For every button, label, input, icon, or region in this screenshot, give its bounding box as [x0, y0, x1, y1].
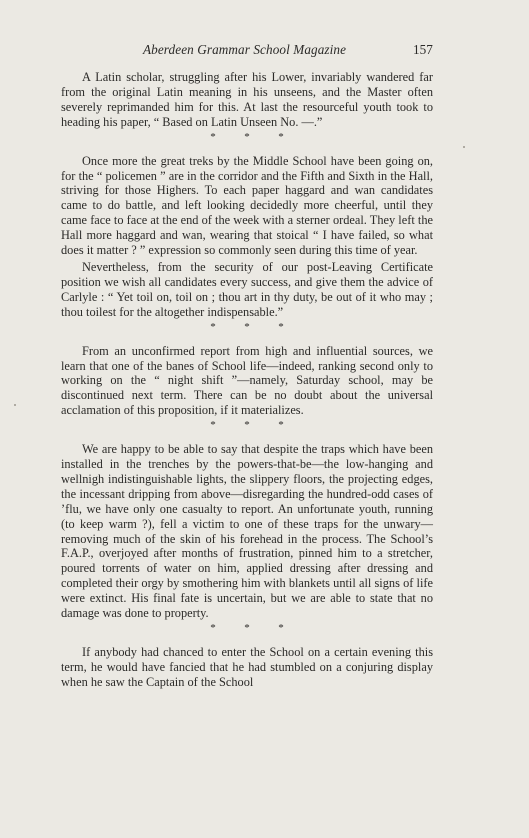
asterisk: * [210, 622, 216, 634]
asterisk: * [210, 419, 216, 432]
section-separator [61, 621, 433, 636]
asterisk: * [244, 622, 250, 634]
paper-speck [14, 404, 16, 406]
paragraph-trenches-casualty: We are happy to be able to say that despite the traps which have been installed in the trenches by the powers-that-be—the low-hanging and wellnigh indistinguishable lights, the slippery floors, the projecting edges, the incessant dripping from above—disregarding the hundred-odd cases of ’flu, we have only one casualty to report. An unfortunate youth, running (to keep warm ?), fell a victim to one of these traps for the unwary—removing much of the skin of his forehead in the process. The School’s F.A.P., overjoyed after months of frustration, pinned him to a stretcher, poured torrents of water on him, applied dressing after dressing and completed their orgy by smothering him with blankets until all signs of life were extinct. His final fate is uncertain, but we are able to state that no damage was done to property. [61, 442, 433, 621]
page-number: 157 [413, 42, 433, 57]
asterisk: * [244, 419, 250, 432]
paragraph-carlyle-advice: Nevertheless, from the security of our post-Leaving Certificate position we wish all candidates every success, and give them the advice of Carlyle : “ Yet toil on, toil on ; thou art in thy duty, be out of it who may ; thou toilest for the altogether indispensable.” [61, 259, 433, 319]
running-head: Aberdeen Grammar School Magazine [143, 42, 347, 57]
asterisk: * [278, 320, 284, 333]
paragraph-latin-scholar: A Latin scholar, struggling after his Lower, invariably wandered far from the original Latin meaning in his unseens, and the Master often severely reprimanded him for this. At last the resourceful youth took to heading his paper, “ Based on Latin Unseen No. —.” [61, 70, 433, 129]
asterisk: * [278, 130, 284, 143]
asterisk: * [244, 320, 250, 333]
section-separator [61, 320, 433, 335]
paragraph-middle-school-treks: Once more the great treks by the Middle School have been going on, for the “ policemen ” are in the corridor and the Fifth and Sixth in the Hall, striving for those Highers. To each paper haggard and wan candidates came to do battle, and left looking decidedly more cheerful, until they came face to face at the end of the week with a sterner ordeal. They left the Hall more haggard and wan, wearing that stoical “ I have failed, so what does it matter ? ” expression so commonly seen during this time of year. [61, 153, 433, 258]
article-body [61, 70, 433, 690]
asterisk: * [244, 130, 250, 143]
paragraph-conjuring-display: If anybody had chanced to enter the School on a certain evening this term, he would have fancied that he had stumbled on a conjuring display when he saw the Captain of the School [61, 645, 433, 689]
asterisk: * [278, 419, 284, 432]
section-separator [61, 130, 433, 145]
paper-speck [463, 146, 465, 148]
section-separator [61, 418, 433, 433]
asterisk: * [278, 622, 284, 634]
asterisk: * [210, 130, 216, 143]
asterisk: * [210, 320, 216, 333]
paragraph-saturday-school: From an unconfirmed report from high and influential sources, we learn that one of the banes of School life—indeed, ranking second only to working on the “ night shift ”—namely, Saturday school, may be discontinued next term. There can be no doubt about the universal acclamation of this proposition, if it materializes. [61, 343, 433, 418]
